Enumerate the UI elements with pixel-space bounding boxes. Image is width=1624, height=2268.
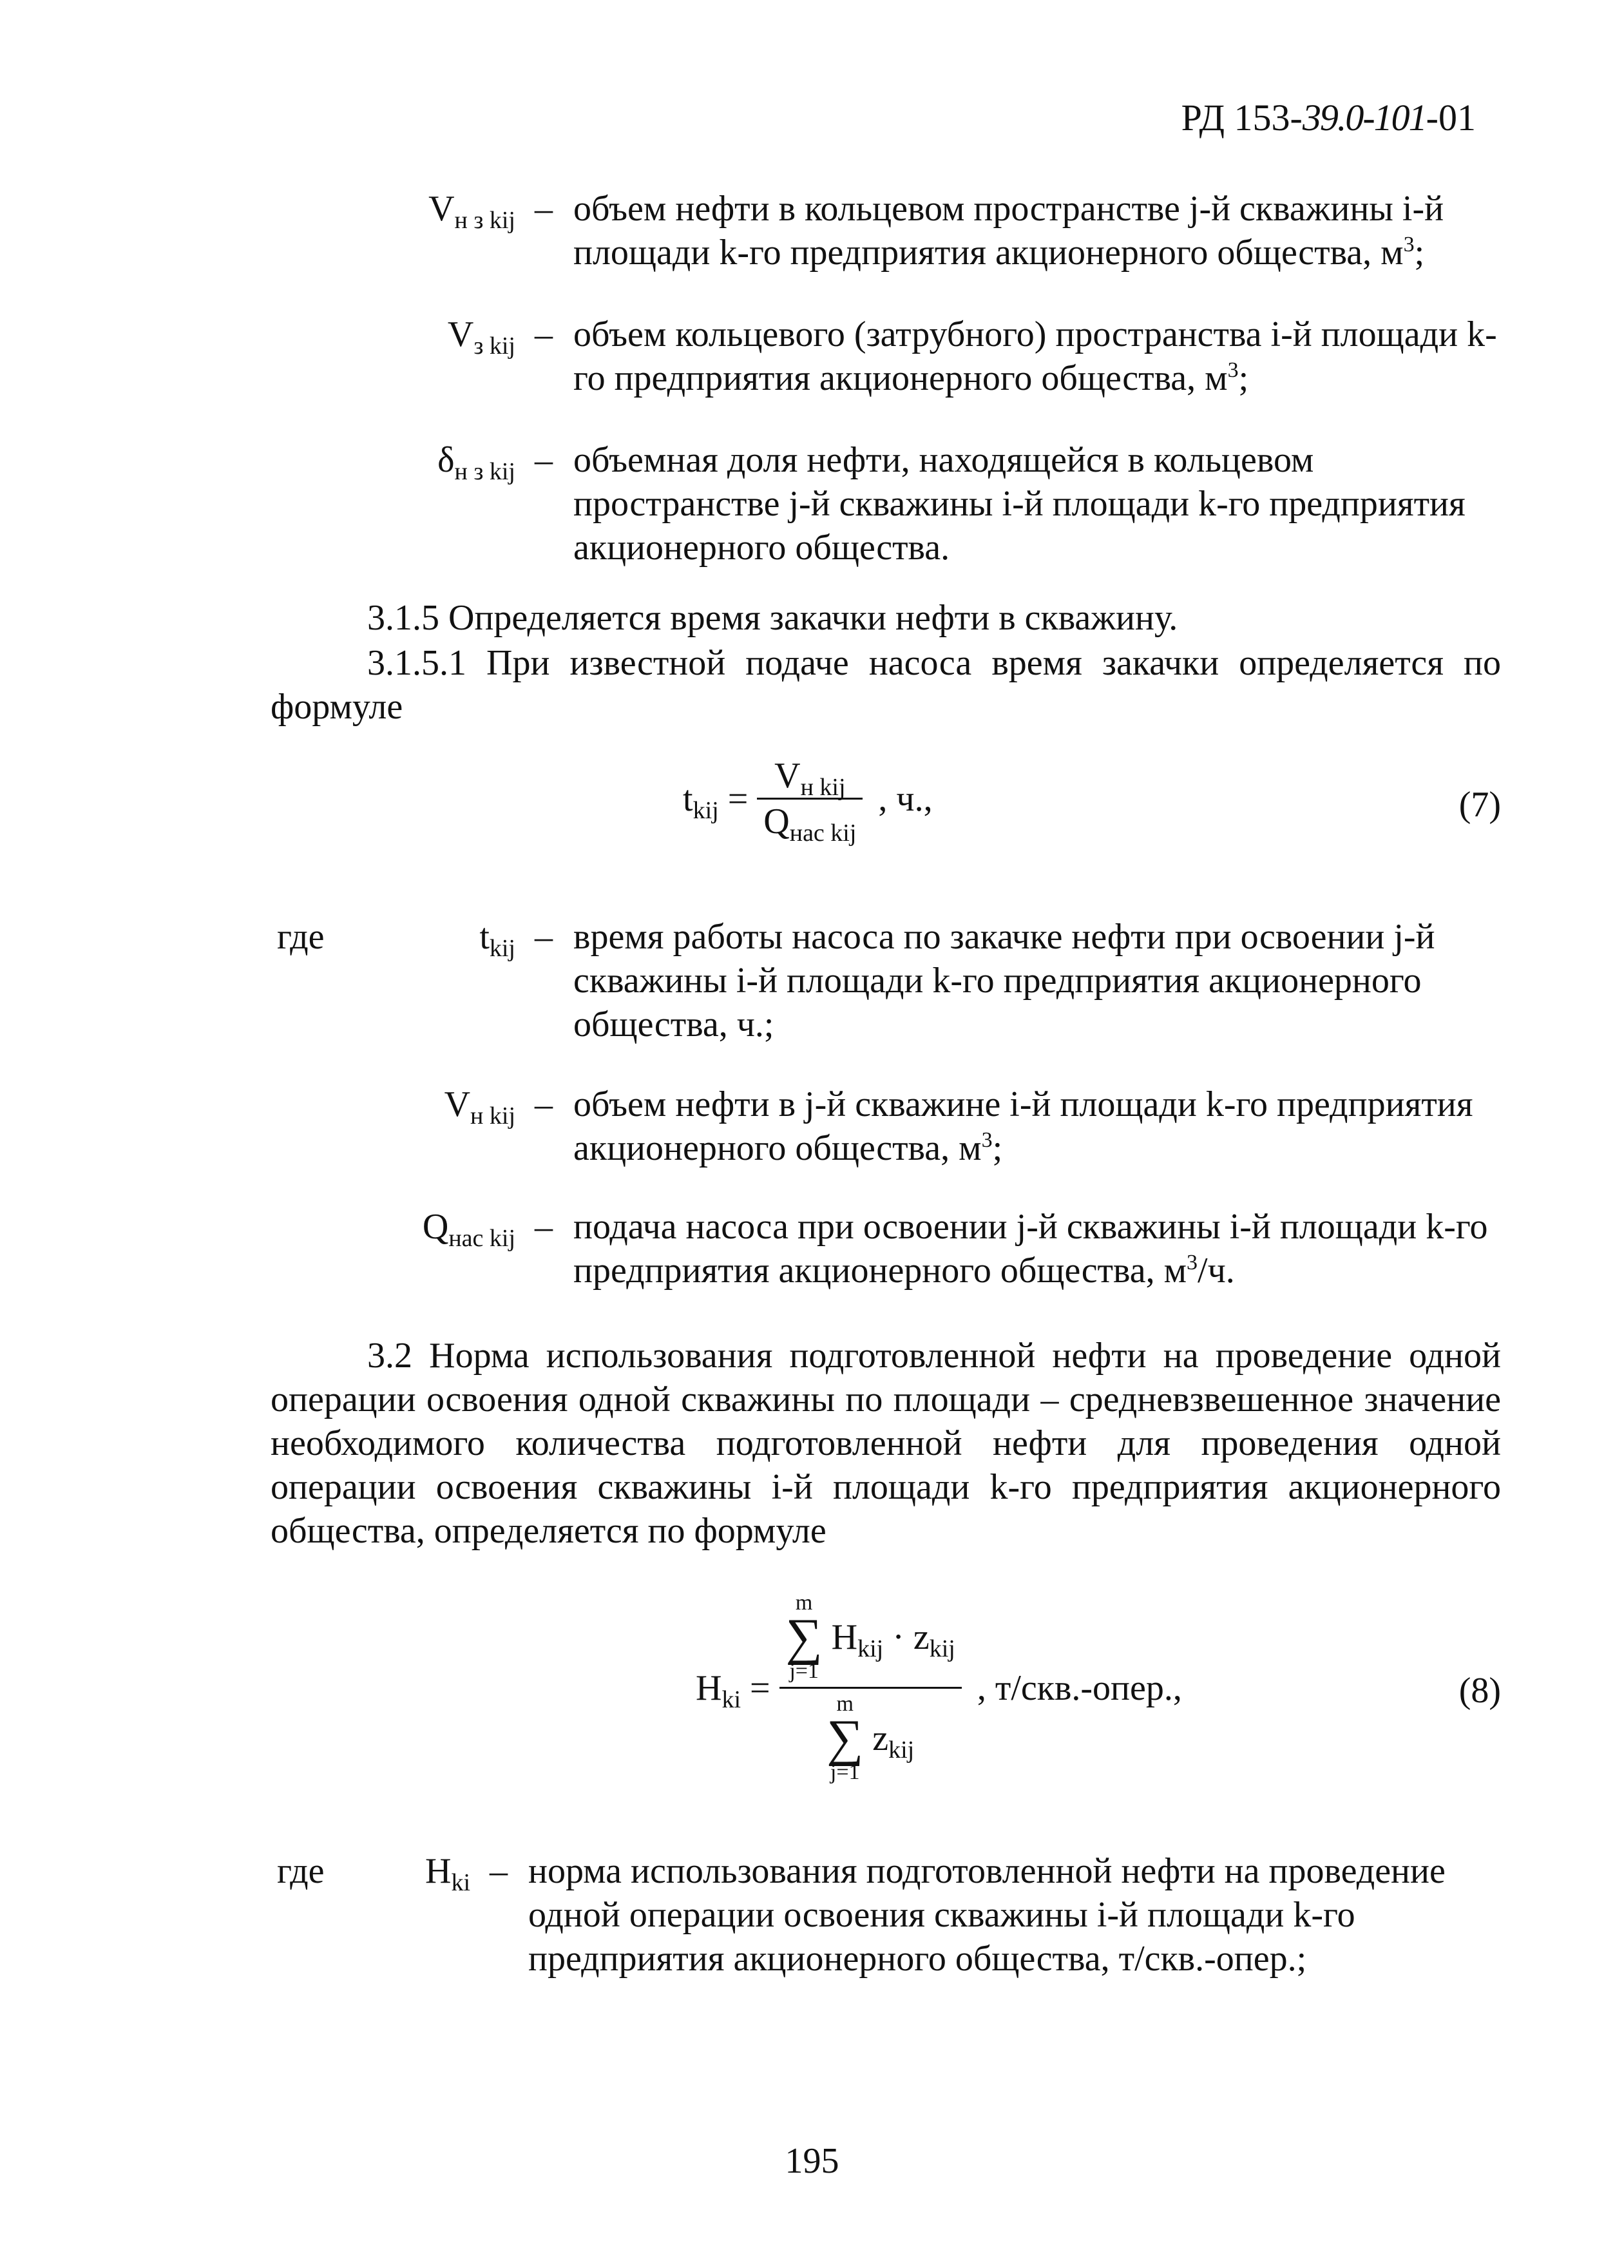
formula-8-number: (8) <box>1458 1671 1501 1711</box>
definition-v-z <box>277 312 1501 400</box>
definition-symbol: $V_{н з kij}$ <box>428 189 515 234</box>
formula-8-fraction <box>779 1591 962 1784</box>
formula-8-lhs: $H_{ki}$ = <box>696 1667 770 1713</box>
formula-7-body <box>683 754 933 847</box>
definition-symbol: $V_{з kij}$ <box>447 314 515 360</box>
formula-8-body <box>696 1591 1182 1784</box>
definition-dash: – <box>535 917 553 957</box>
formula-8-denominator: m ∑ j=1 $z_{kij}$ <box>826 1692 915 1784</box>
formula-8 <box>271 1591 1501 1798</box>
formula-7-unit: , ч., <box>878 778 933 819</box>
definition-symbol: $t_{kij}$ <box>479 917 515 962</box>
definition-symbol: $H_{ki}$ <box>425 1851 470 1896</box>
where-label: где <box>277 917 325 957</box>
definition-text: объемная доля нефти, находящейся в кольцевом пространстве j-й скважины i-й площади k-го предприятия акционерного общества. <box>573 440 1466 568</box>
code-handwritten-part: 39.0-101 <box>1302 97 1426 139</box>
definition-dash: – <box>535 1084 553 1124</box>
code-prefix: РД 153- <box>1181 97 1303 139</box>
sum-symbol-top: m ∑ j=1 <box>785 1591 823 1683</box>
formula-7-lhs: $t_{kij}$ = <box>683 778 749 824</box>
paragraph-3-2: 3.2 Норма использования подготовленной нефти на проведение одной операции освоения одной скважины по площади – средневзвешенное значение необходимого количества подготовленной нефти для проведения одной операции освоения скважины i-й площади k-го предприятия акционерного общества, определяется по формуле <box>271 1336 1501 1551</box>
definition-v-nz <box>277 187 1501 274</box>
definition-text: норма использования подготовленной нефти на проведение одной операции освоения скважины i-й площади k-го предприятия акционерного общества, т/скв.-опер.; <box>528 1851 1446 1979</box>
formula-7-denominator: $Q_{нас kij}$ <box>763 802 857 847</box>
document-code <box>1181 95 1476 140</box>
definition-symbol: $Q_{нас kij}$ <box>422 1207 515 1252</box>
formula-7 <box>271 747 1501 902</box>
definition-dash: – <box>535 440 553 480</box>
definition-q <box>277 1205 1501 1293</box>
definition-h <box>277 1849 1501 1981</box>
definition-symbol: $V_{н kij}$ <box>444 1084 515 1129</box>
page-number: 195 <box>785 2141 839 2181</box>
definition-symbol: $\delta_{н з kij}$ <box>437 440 515 485</box>
definition-v-n <box>277 1082 1501 1170</box>
formula-8-unit: , т/скв.-опер., <box>977 1667 1182 1708</box>
definition-dash: – <box>535 1207 553 1247</box>
formula-7-fraction <box>757 754 863 847</box>
definition-text: объем нефти в j-й скважине i-й площади k-го предприятия акционерного общества, $м^3$; <box>573 1084 1473 1168</box>
definition-text: объем кольцевого (затрубного) пространства i-й площади k-го предприятия акционерного общества, $м^3$; <box>573 314 1497 398</box>
definition-text: объем нефти в кольцевом пространстве j-й скважины i-й площади k-го предприятия акционерного общества, $м^3$; <box>573 189 1444 273</box>
formula-8-numerator: m ∑ j=1 $H_{kij} \cdot z_{kij}$ <box>779 1591 962 1689</box>
definition-dash: – <box>535 189 553 229</box>
where-label: где <box>277 1851 325 1891</box>
sum-symbol-bottom: m ∑ j=1 <box>826 1692 864 1784</box>
definition-dash: – <box>490 1851 508 1891</box>
definition-t <box>277 915 1501 1046</box>
formula-7-numerator: $V_{н kij}$ <box>757 754 863 800</box>
paragraph-3-1-5: 3.1.5 Определяется время закачки нефти в скважину. <box>367 598 1178 638</box>
definition-dash: – <box>535 314 553 354</box>
paragraph-3-1-5-1: 3.1.5.1 При известной подаче насоса время закачки определяется по формуле <box>271 643 1501 727</box>
definition-text: подача насоса при освоении j-й скважины i-й площади k-го предприятия акционерного общества, $м^3/ч$. <box>573 1207 1488 1291</box>
definition-delta <box>277 438 1501 570</box>
definition-text: время работы насоса по закачке нефти при освоении j-й скважины i-й площади k-го предприятия акционерного общества, ч.; <box>573 917 1435 1044</box>
formula-7-number: (7) <box>1458 785 1501 825</box>
code-suffix: -01 <box>1426 97 1476 139</box>
